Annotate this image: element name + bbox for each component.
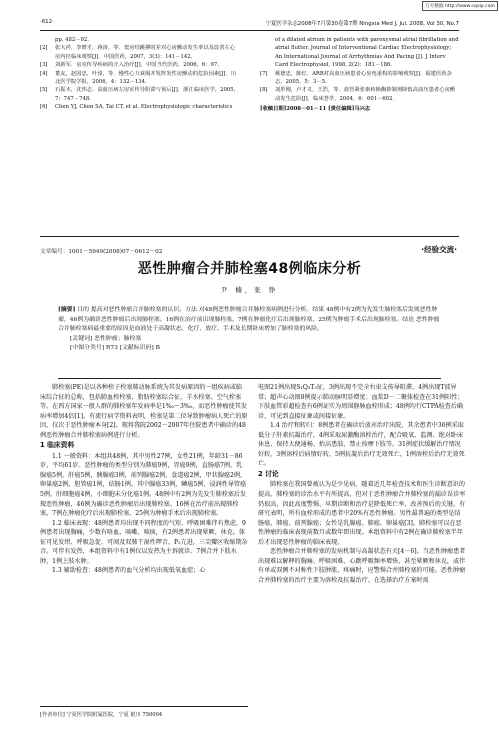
- intro-paragraph: 肺栓塞(PE)是以各种栓子栓塞肺动脉系统为其发病原因的一组疾病或临床综合征的总称，包括肺血栓栓塞、脂肪栓塞综合征、羊水栓塞、空气栓塞等。在西方国家一般人群的肺栓塞年发病率是1‰～3‰，而恶性肿瘤使其发病率增加4倍[1]。有流行病学资料表明，栓塞是第二位导致肿瘤病人死亡的原因，仅次于恶性肿瘤本身[2]。现将我院2002－2007年住院患者中确诊的48例恶性肿瘤合并肺栓塞病例进行分析。: [40, 384, 248, 439]
- reference-item: [3] 刘新军．房室传导疾病的介入治疗[J]．中国当代医药，2006，6：97.: [40, 62, 219, 69]
- abstract-text: 目的 提高对恶性肿瘤合并肺栓塞的认识。方法 对48例恶性肿瘤合并肺栓塞病例进行分析。结果 48例中有2例为先发生肺栓塞后发现恶性肿瘤，46例为确诊恶性肿瘤后出现肺栓塞。16例在治疗前出现肺栓塞，7例在肿瘤化疗后出现肺栓塞，25例为肿瘤手术后出现肺栓塞。结论 恶性肿瘤合并肺栓塞病最重要的原因是血液处于高凝状态，化疗、放疗、手术及长期卧床增加了肺栓塞的风险。: [58, 307, 440, 333]
- body-right-column: [258, 383, 466, 585]
- watermark-stamp: 万方数据 http://www.cqvip.com: [422, 1, 498, 11]
- authors: 尹 楠，张 铮: [220, 286, 279, 294]
- paragraph: 肺栓塞在我国曾被认为是少见病，随着近几年检查技术和医生诊断意识的提高，肺栓塞的诊治水平有所提高，但对于恶性肿瘤合并肺栓塞的漏诊误诊率仍很高，因此高度警惕、早期诊断和治疗是降低死亡率、改善预后的关键。有研究表明，所有血栓形成的患者中20%有恶性肿瘤。男性最普遍的类型是结肠癌、肺癌、前列腺癌；女性是乳腺癌、肺癌、卵巢癌[3]。肺栓塞可以在恶性肿瘤的临床表现前数月或数年即出现。本组资料中有2例在确诊肺栓塞半年后才出现恶性肿瘤的临床表现。: [258, 481, 466, 546]
- paragraph: 恶性肿瘤合并肺栓塞的发病机制与高凝状态有关[4－6]。当恶性肿瘤患者出现难以解释的胸痛、呼吸困难、心跳呼吸频率增快、甚至晕厥和休克，或伴有单或双侧不对称性下肢肿胀、疼痛时，应警惕合并肺栓塞的可能。恶性肿瘤合并肺栓塞的治疗主要为溶栓及抗凝治疗。在选择治疗方案时需: [258, 548, 466, 584]
- reference-item: of a dilated atrium in patients with paroxysmal atrial fibrillation and atrial flutter. Journal of Interventional Cardiac Electrophysiology; An International Journal of Arrhythmias And Pacing [J]. J Interv Card Electrophysiol, 1998, 2(2)：181－186.: [275, 37, 459, 69]
- abstract-divider: [58, 378, 441, 379]
- page-number: ·612·: [40, 19, 54, 25]
- paragraph: 电图21例出现S₁Q₃T₃征，3例出现不完全右束支传导阻滞，4例出现T波异常；超声心动图8例提示肺动脉明显增宽；血浆D－二聚体检查在31例阳性；下肢血管彩超检查有6例证实为周围静脉血栓形成；48例均行CTPA检查后确诊，可见到直接征象或间接征象。: [258, 384, 464, 420]
- section-heading: 1 临床资料: [40, 441, 75, 450]
- running-header: [40, 16, 459, 31]
- received-date: [收稿日期]2008－01－11 [责任编辑]马兴志: [260, 106, 371, 113]
- body-left-column: [40, 383, 248, 576]
- article-number: 文章编号：1001－5949(2008)07－0612－02: [40, 249, 163, 255]
- article-title: 恶性肿瘤合并肺栓塞48例临床分析: [137, 261, 362, 277]
- section-divider: [40, 236, 459, 237]
- paragraph: 1.1 一般资料：本组共48例，其中男性27例，女性21例，年龄31－86岁，平均61岁。恶性肿瘤的类型分别为肺癌9例，胃癌9例，直肠癌7例，乳腺癌5例，肝癌5例，胰腺癌3例，前列腺癌2例，食道癌2例，甲状腺癌2例，卵巢癌2例，胆管癌1例，结肠1例。其中腺癌33例，鳞癌5例，浸润性导管癌5例，肝细胞癌4例，小细胞未分化癌1例。48例中有2例为先发生肺栓塞后发现恶性肿瘤，46例为确诊恶性肿瘤后出现肺栓塞。16例在治疗前出现肺栓塞，7例在肿瘤化疗后出现肺栓塞，25例为肿瘤手术后出现肺栓塞。: [40, 452, 247, 518]
- column-tag: ·经验交流·: [421, 245, 457, 254]
- author-affiliation: [作者单位] 宁夏医学院附属医院，宁夏 银川 750004: [40, 706, 248, 718]
- paragraph: 1.3 辅助检查：48例患者的血气分析均出现低氧血症；心: [52, 567, 206, 575]
- paragraph: 1.2 临床表现：48例患者均出现不同程度的气短、呼吸困难伴有焦虑，9例患者出现胸痛，少数有咯血、咳嗽、咳痰，有2例患者出现晕厥、休克。体征可见发绀、呼吸急促、可闻及双肺干湿性啰音，P₂亢进，三尖瓣区收缩期杂音。可伴有发热，本组资料中有1例仅以发热为主诉就诊。7例合并下肢水肿，1例上肢水肿。: [40, 519, 248, 565]
- reference-item: [8] 刘彤刚，卢才义，王浩，等．血管紧张素转换酶抑制剂降低高血压患者心房颤动发生危险[J]．临床荟萃，2004，6：601－602.: [260, 87, 456, 102]
- paragraph: 1.4 治疗和转归：8例患者在确诊后放弃治疗出院，其余患者中36例采取低分子肝素抗凝治疗，4例采取尿激酶溶栓治疗，配合吸氧、监测、绝对卧床休息、保持大便通畅、抬高患肢、禁止按摩下肢等。31例症状缓解治疗情况好转，3例溶栓后病情好转，5例抗凝后治疗无效死亡，1例溶栓后治疗无效死亡。: [258, 422, 465, 468]
- references-right: [260, 36, 460, 114]
- reference-item: [2] 张大祥，李增才，蒋涛，等．窦房结跳搏时差对心房颤动发生率以及改善左心房内径临床观察[J]．中国医药，2007，3(3)：141－142.: [40, 45, 236, 60]
- reference-item: pp. 482－92.: [55, 37, 89, 43]
- abstract-label: [摘要]: [58, 306, 76, 313]
- keywords: [关键词] 恶性肿瘤；肺栓塞: [70, 335, 142, 342]
- abstract: [58, 305, 442, 354]
- reference-item: [4] 董友，赵国忠，叶淳，等．慢性心力衰竭并发阵发性房颤动的危险因素[J]．川北医学院学报，2006，4：132－134.: [40, 70, 237, 86]
- references-left: [40, 36, 240, 112]
- reference-item: [5] 石振木，沈伟志．高血压病左房室传导阻滞与预后[J]．浙江临床医学，2005，7：747－748.: [40, 87, 239, 102]
- classification: [中图分类号] R73 [文献标识码] B: [70, 345, 160, 352]
- reference-item: [6] Chen YJ, Chen SA, Tai CT, et al. Electrophysiologic characteristics: [40, 104, 233, 111]
- journal-line: 宁夏医学杂志2008年7月第30卷第7期 Ningxia Med J, Jul. 2008, Vol 30, No.7: [265, 21, 459, 27]
- reference-item: [7] 姚德忠，陈红．ARB对高血压病患者心房电重构的影响观察[J]．福建医药杂志，2005，5：3－5.: [260, 70, 452, 86]
- section-heading: 2 讨论: [258, 469, 279, 478]
